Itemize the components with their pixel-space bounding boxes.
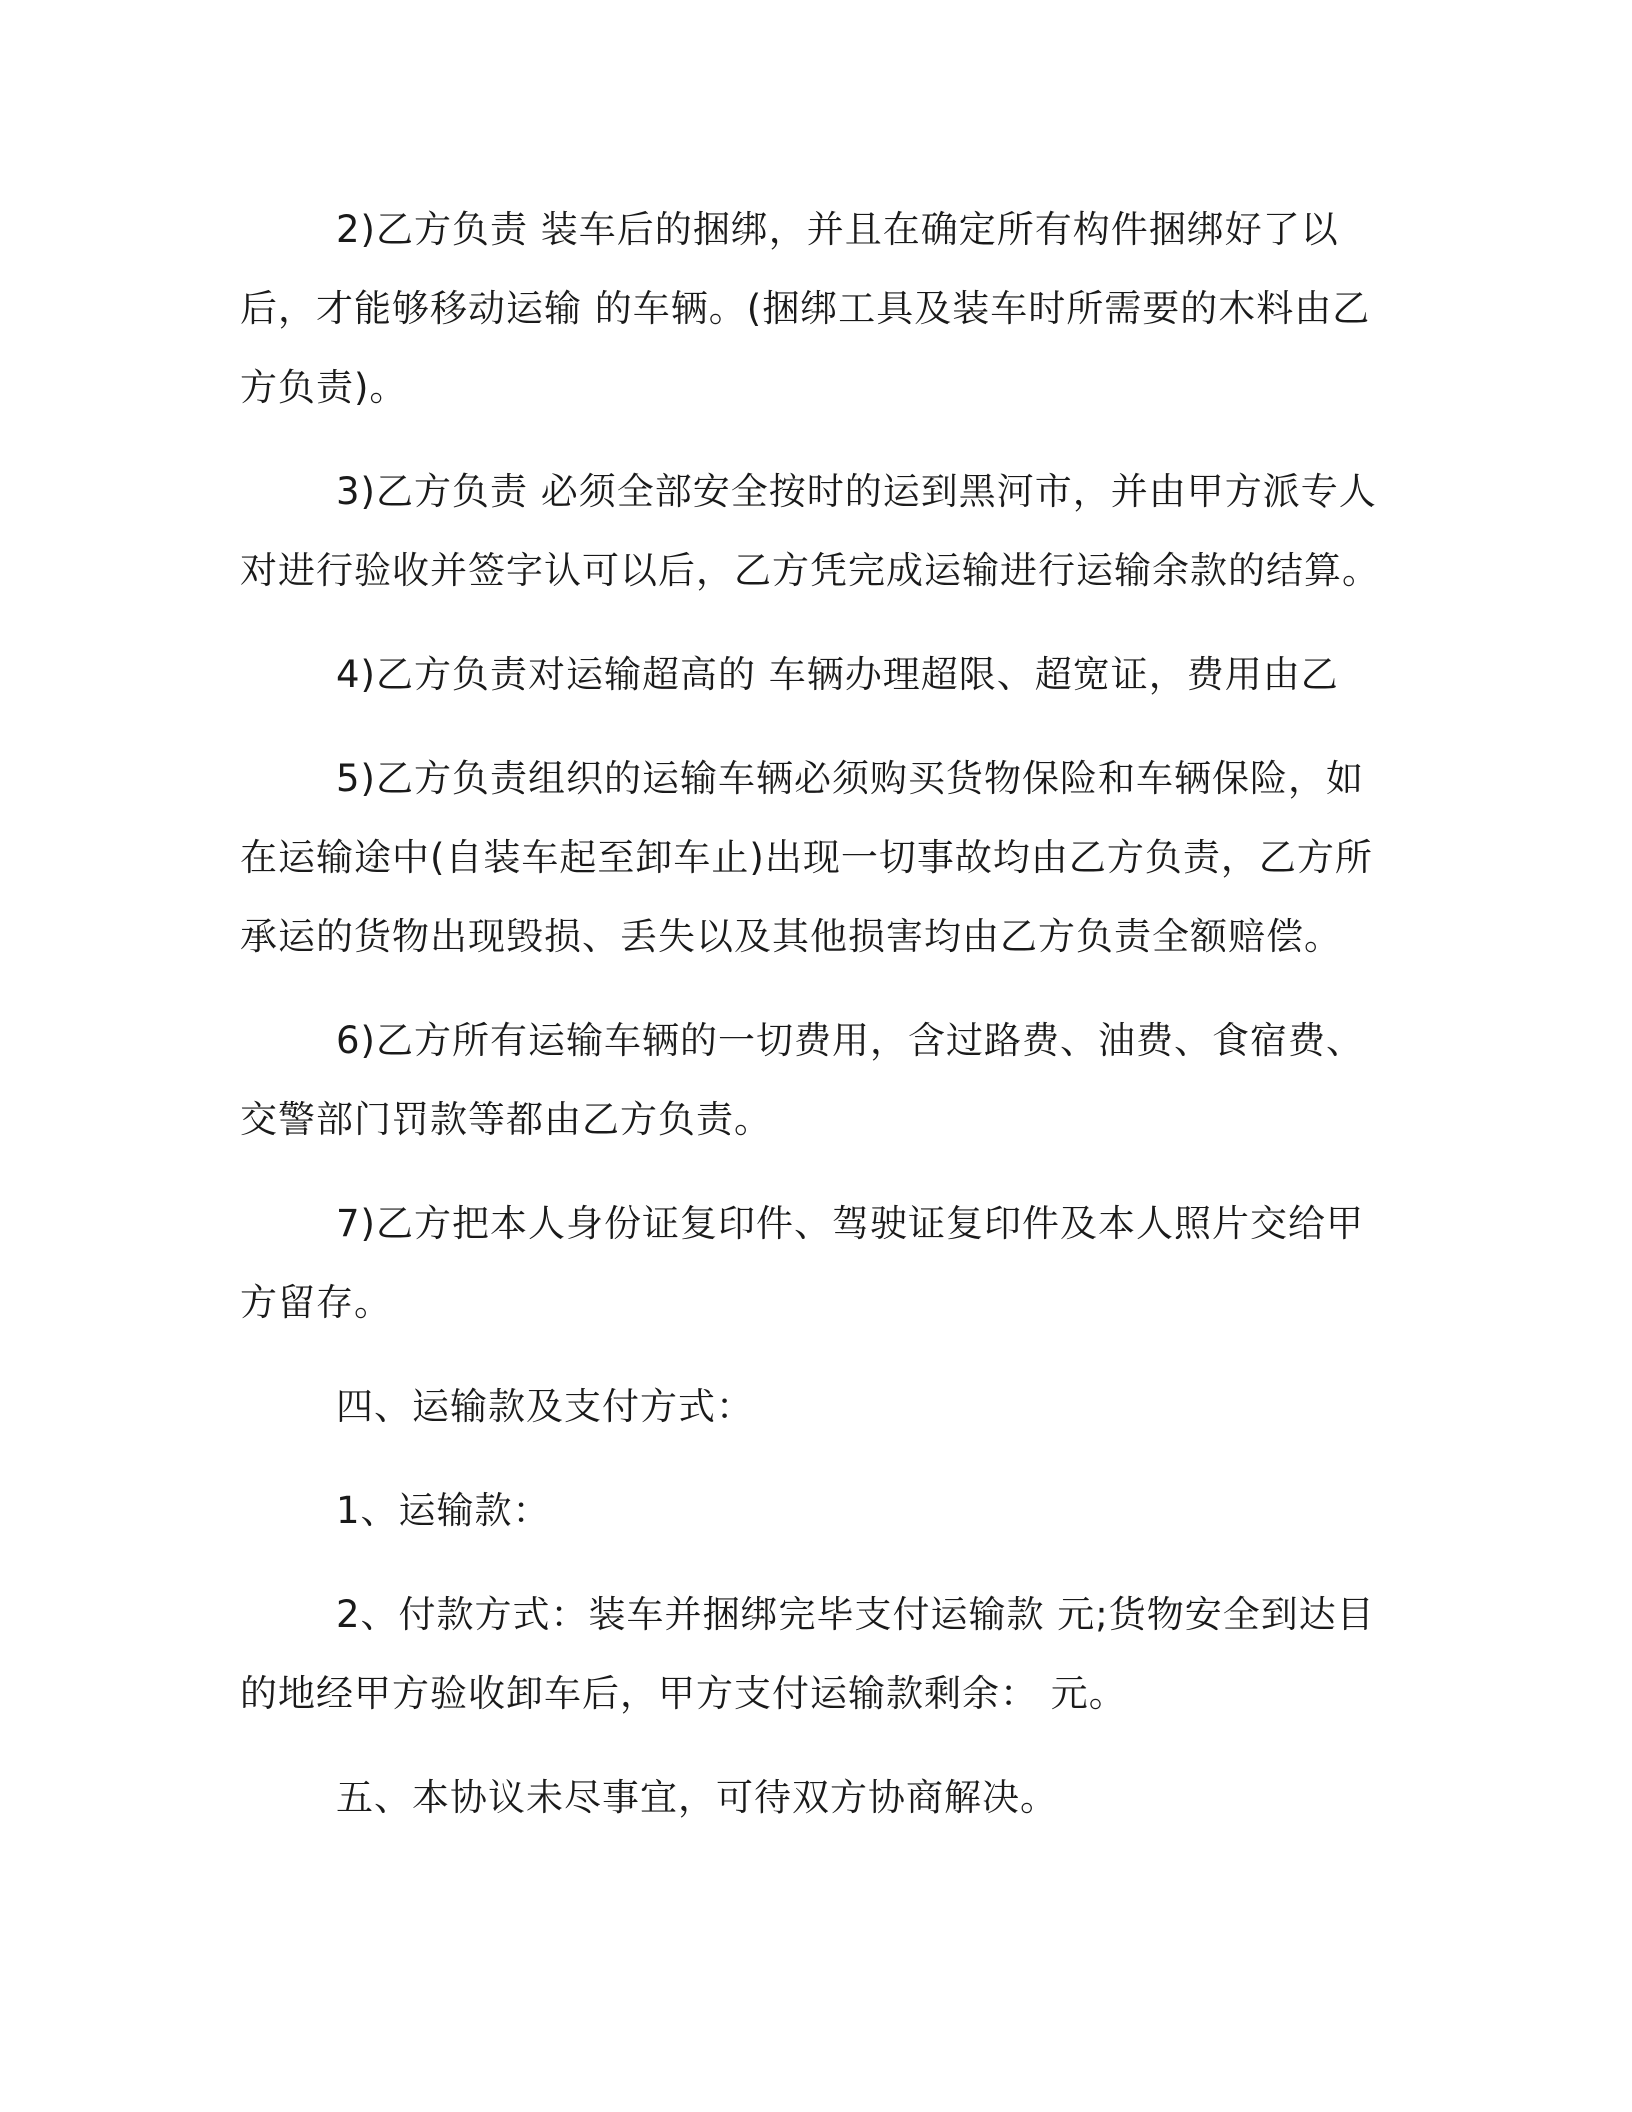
document-body [240,190,1390,1862]
paragraph-clause-7: 7)乙方把本人身份证复印件、驾驶证复印件及本人照片交给甲方留存。 [240,1202,1364,1324]
section-heading-unresolved: 五、本协议未尽事宜，可待双方协商解决。 [336,1776,1058,1819]
paragraph-clause-6: 6)乙方所有运输车辆的一切费用，含过路费、油费、食宿费、交警部门罚款等都由乙方负责。 [240,1019,1364,1141]
paragraph-clause-5: 5)乙方负责组织的运输车辆必须购买货物保险和车辆保险，如在运输途中(自装车起至卸车止)出现一切事故均由乙方负责，乙方所承运的货物出现毁损、丢失以及其他损害均由乙方负责全额赔偿。 [240,757,1373,958]
section-heading-payment: 四、运输款及支付方式： [336,1385,754,1428]
paragraph-clause-3: 3)乙方负责 必须全部安全按时的运到黑河市，并由甲方派专人对进行验收并签字认可以后，乙方凭完成运输进行运输余款的结算。 [240,470,1380,592]
paragraph-payment-amount: 1、运输款： [336,1489,551,1532]
paragraph-clause-2: 2)乙方负责 装车后的捆绑，并且在确定所有构件捆绑好了以后，才能够移动运输 的车辆。(捆绑工具及装车时所需要的木料由乙方负责)。 [240,208,1371,409]
paragraph-clause-4: 4)乙方负责对运输超高的 车辆办理超限、超宽证，费用由乙 [336,653,1339,696]
paragraph-payment-method: 2、付款方式：装车并捆绑完毕支付运输款 元;货物安全到达目的地经甲方验收卸车后，甲方支付运输款剩余： 元。 [240,1593,1375,1715]
